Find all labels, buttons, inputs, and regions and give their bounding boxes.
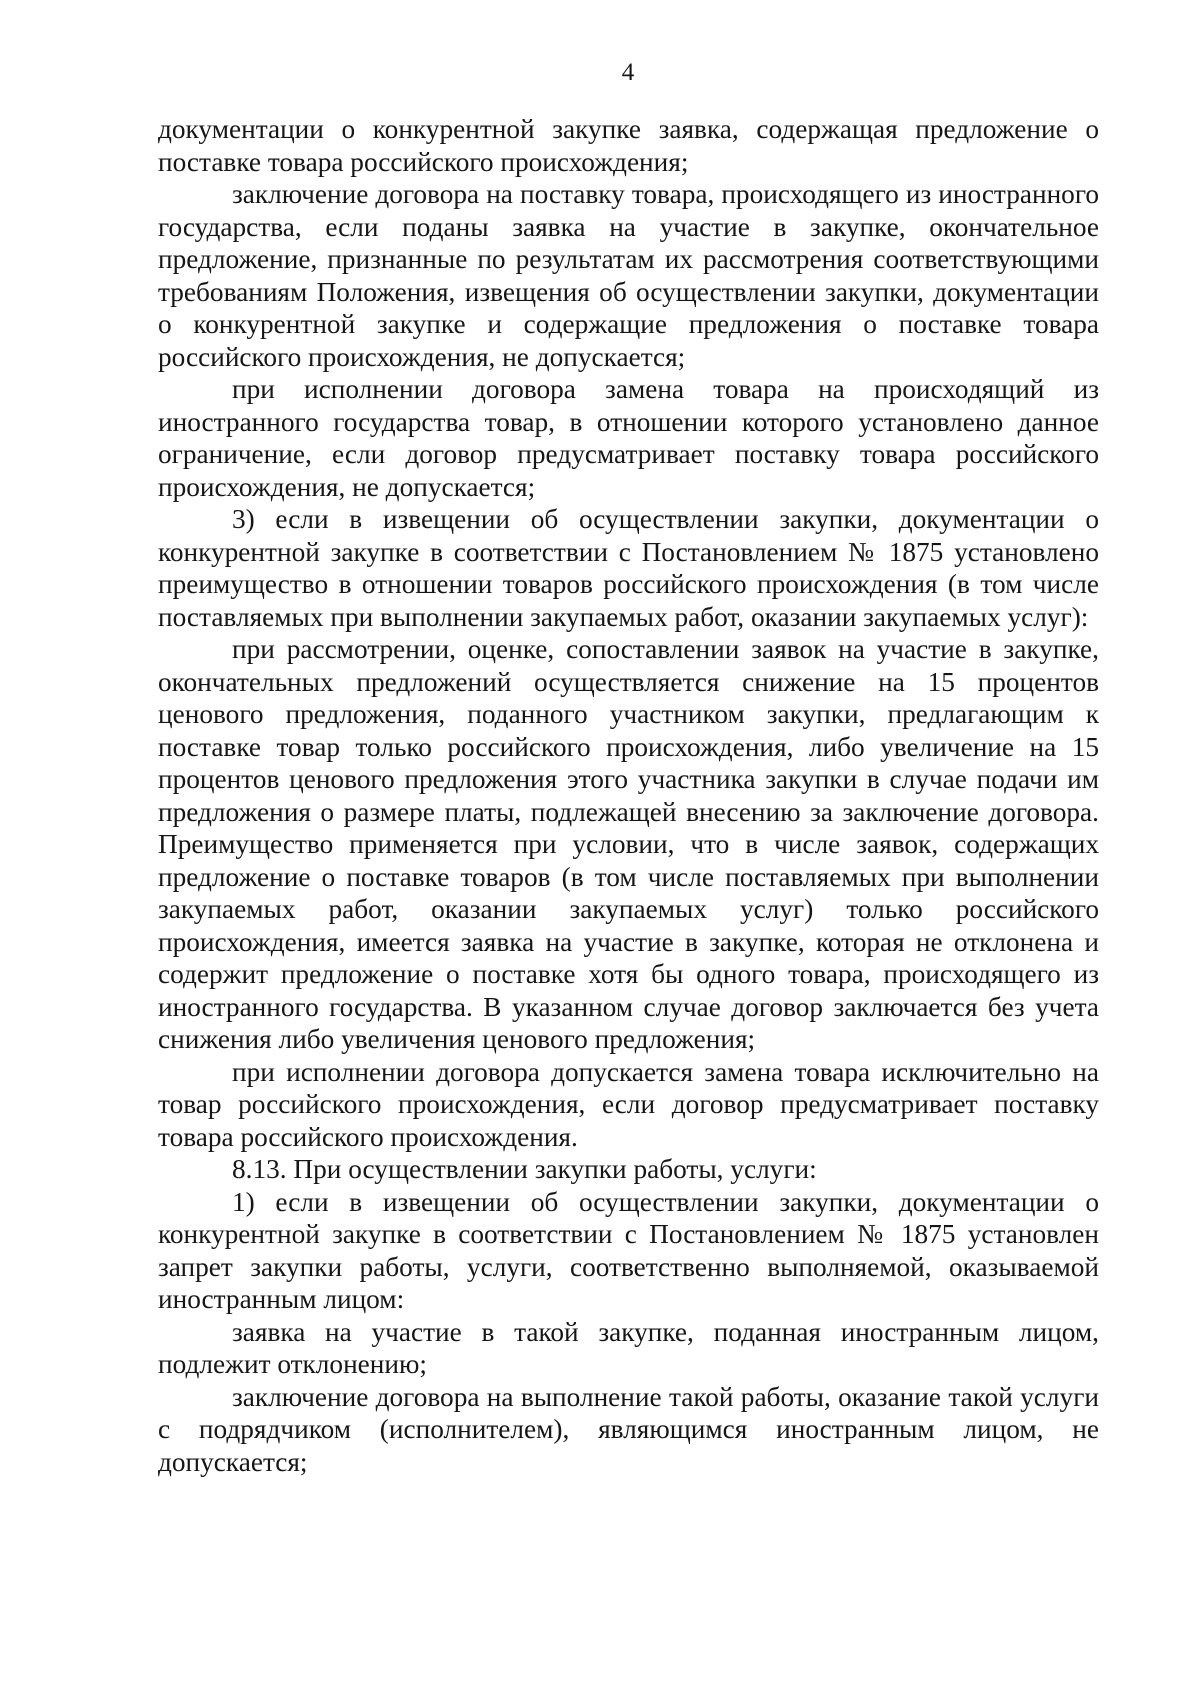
section-heading: 8.13. При осуществлении закупки работы, услуги: bbox=[232, 1154, 817, 1184]
paragraph: заявка на участие в такой закупке, поданная иностранным лицом, подлежит отклонению; bbox=[158, 1316, 1099, 1379]
paragraph: при исполнении договора замена товара на происходящий из иностранного государства товар, в отношении которого установлено данное ограничение, если договор предусматривает поставку товара российского происхождения, не допускается; bbox=[158, 374, 1099, 502]
paragraph: заключение договора на выполнение такой работы, оказание такой услуги с подрядчиком (исполнителем), являющимся иностранным лицом, не допускается; bbox=[158, 1381, 1099, 1477]
paragraph: 1) если в извещении об осуществлении закупки, документации о конкурентной закупке в соответствии с Постановлением № 1875 установлен запрет закупки работы, услуги, соответственно выполняемой, оказываемой иностранным лицом: bbox=[158, 1186, 1099, 1314]
paragraph: при рассмотрении, оценке, сопоставлении заявок на участие в закупке, окончательных предложений осуществляется снижение на 15 процентов ценового предложения, поданного участником закупки, предлагающим к поставке товар только российского происхождения, либо увеличение на 15 процентов ценового предложения этого участника закупки в случае подачи им предложения о размере платы, подлежащей внесению за заключение договора. Преимущество применяется при условии, что в числе заявок, содержащих предложение о поставке товаров (в том числе поставляемых при выполнении закупаемых работ, оказании закупаемых услуг) только российского происхождения, имеется заявка на участие в закупке, которая не отклонена и содержит предложение о поставке хотя бы одного товара, происходящего из иностранного государства. В указанном случае договор заключается без учета снижения либо увеличения ценового предложения; bbox=[158, 634, 1099, 1054]
page-number: 4 bbox=[621, 59, 635, 86]
paragraph: заключение договора на поставку товара, происходящего из иностранного государства, если поданы заявка на участие в закупке, окончательное предложение, признанные по результатам их рассмотрения соответствующими требованиям Положения, извещения об осуществлении закупки, документации о конкурентной закупке и содержащие предложения о поставке товара российского происхождения, не допускается; bbox=[158, 179, 1099, 372]
document-body bbox=[158, 113, 1099, 1478]
paragraph: при исполнении договора допускается замена товара исключительно на товар российского происхождения, если договор предусматривает поставку товара российского происхождения. bbox=[158, 1056, 1099, 1152]
paragraph: документации о конкурентной закупке заявка, содержащая предложение о поставке товара российского происхождения; bbox=[158, 114, 1099, 177]
paragraph: 3) если в извещении об осуществлении закупки, документации о конкурентной закупке в соответствии с Постановлением № 1875 установлено преимущество в отношении товаров российского происхождения (в том числе поставляемых при выполнении закупаемых работ, оказании закупаемых услуг): bbox=[158, 504, 1099, 632]
